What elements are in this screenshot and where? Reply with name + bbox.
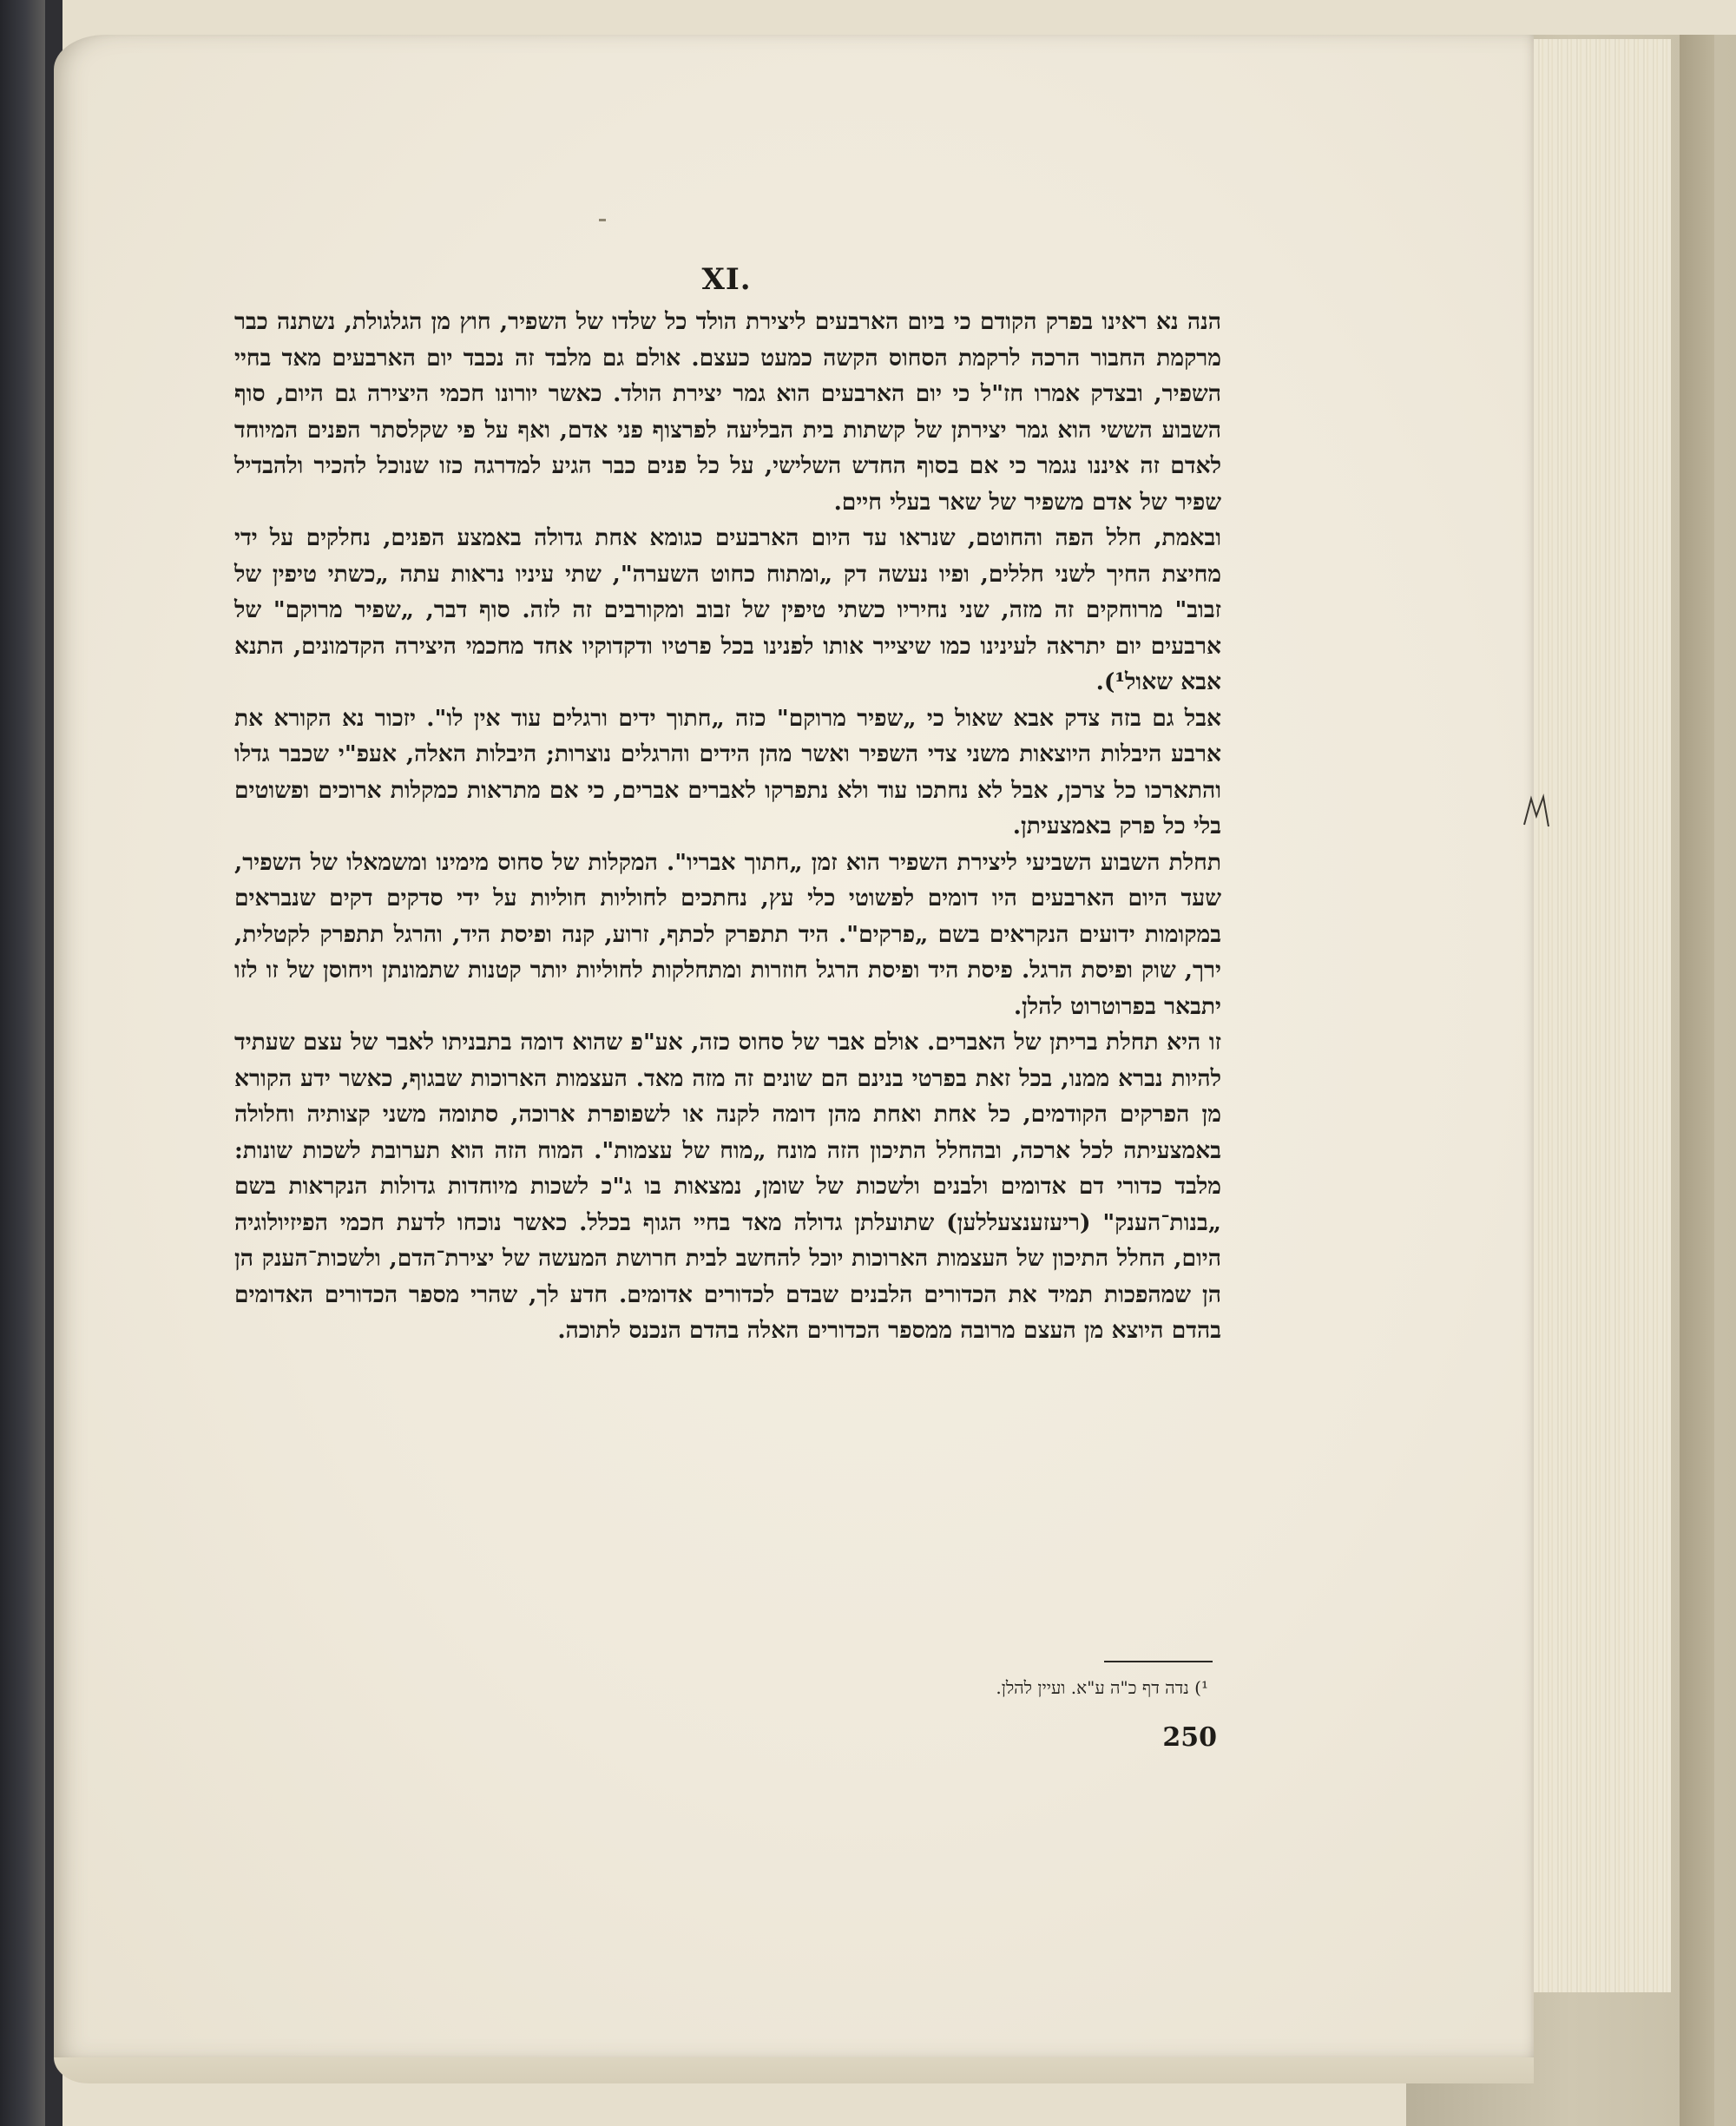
footnote-divider	[1104, 1661, 1213, 1662]
cover-edge	[1680, 35, 1714, 2126]
body-text	[234, 304, 1221, 1349]
page-number: 250	[1162, 1722, 1217, 1753]
paragraph: הנה נא ראינו בפרק הקודם כי ביום הארבעים ליצירת הולד כל שלדו של השפיר, חוץ מן הגלגולת, נשתנה כבר מרקמת החבור הרכה לרקמת הסחוס הקשה כמעט כעצם. אולם גם מלבד זה נכבד יום הארבעים מאד בחיי השפיר, ובצדק אמרו חז"ל כי יום הארבעים הוא גמר יצירת הולד. כאשר יורונו חכמי היצירה גם היום, סוף השבוע הששי הוא גמר יצירתן של קשתות בית הבליעה לפרצוף פני אדם, ואף על פי שקלסתר הפנים המיוחד לאדם זה איננו נגמר כי אם בסוף החדש השלישי, על כל פנים כבר הגיע למדרגה כזו שנוכל להכיר ולהבדיל שפיר של אדם משפיר של שאר בעלי חיים.	[234, 308, 1221, 516]
paragraph: תחלת השבוע השביעי ליצירת השפיר הוא זמן „חתוך אבריו". המקלות של סחוס מימינו ומשמאלו של השפיר, שעד היום הארבעים היו דומים לפשוטי כלי עץ, נחתכים לחוליות חוליות על ידי סדקים דקים שנבראים במקומות ידועים הנקראים בשם „פרקים". היד תתפרק לכתף, זרוע, קנה ופיסת היד, והרגל תתפרק לקטלית, ירך, שוק ופיסת הרגל. פיסת היד ופיסת הרגל חוזרות ומתחלקות לחוליות יותר קטנות שתמונתן ויחוסן של זו לזו יתבאר בפרוטרוט להלן.	[234, 848, 1221, 1020]
paragraph: ובאמת, חלל הפה והחוטם, שנראו עד היום הארבעים כגומא אחת גדולה באמצע הפנים, נחלקים על ידי מחיצת החיך לשני חללים, ופיו נעשה דק „ומתוח כחוט השערה", שתי עיניו נראות עתה „כשתי טיפין של זבוב" מרוחקים זה מזה, שני נחיריו כשתי טיפין של זבוב ומקורבים זה לזה. סוף דבר, „שפיר מרוקם" של ארבעים יום יתראה לעינינו כמו שיצייר אותו לפנינו בכל פרטיו ודקדוקיו אחד מחכמי היצירה הקדמונים, התנא אבא שאול¹).	[234, 524, 1221, 695]
binding-cloth	[0, 0, 45, 2126]
chapter-heading: XI.	[701, 262, 752, 297]
margin-mark-icon	[1519, 790, 1554, 833]
footnote: ¹) נדה דף כ"ה ע"א. ועיין להלן.	[996, 1677, 1208, 1698]
book-page	[54, 35, 1534, 2057]
ink-speck	[599, 219, 606, 221]
page-edge-stack	[1515, 39, 1671, 1992]
paragraph: אבל גם בזה צדק אבא שאול כי „שפיר מרוקם" כזה „חתוך ידים ורגלים עוד אין לו". יזכור נא הקורא את ארבע היבלות היוצאות משני צדי השפיר ואשר מהן הידים והרגלים נוצרות; היבלות האלה, אעפ"י שכבר גדלו והתארכו כל צרכן, אבל לא נחתכו עוד ולא נתפרקו לאברים אברים, כי אם מתראות כמקלות ארוכים ופשוטים בלי כל פרק באמצעיתן.	[234, 704, 1221, 839]
paragraph: זו היא תחלת בריתן של האברים. אולם אבר של סחוס כזה, אע"פ שהוא דומה בתבניתו לאבר של עצם שעתיד להיות נברא ממנו, בכל זאת בפרטי בנינם הם שונים זה מזה מאד. העצמות הארוכות שבגוף, כאשר ידע הקורא מן הפרקים הקודמים, כל אחת ואחת מהן דומה לקנה או לשפופרת ארוכה, סתומה משני קצותיה וחלולה באמצעיתה לכל ארכה, ובהחלל התיכון הזה מונח „מוח של עצמות". המוח הזה הוא תערובת לשכות שונות: מלבד כדורי דם אדומים ולבנים ולשכות של שומן, נמצאות בו ג"כ לשכות מיוחדות גדולות הנקראות בשם „בנות־הענק" (ריעזענצעללען) שתועלתן גדולה מאד בחיי הגוף בכלל. כאשר נוכחו לדעת חכמי הפיזיולוגיה היום, החלל התיכון של העצמות הארוכות יוכל להחשב לבית חרושת המעשה של יצירת־הדם, ולשכות־הענק הן הן שמהפכות תמיד את הכדורים הלבנים שבדם לכדורים אדומים. חדע לך, שהרי מספר הכדורים האדומים בהדם היוצא מן העצם מרובה ממספר הכדורים האלה בהדם הנכנס לתוכה.	[234, 1029, 1222, 1344]
